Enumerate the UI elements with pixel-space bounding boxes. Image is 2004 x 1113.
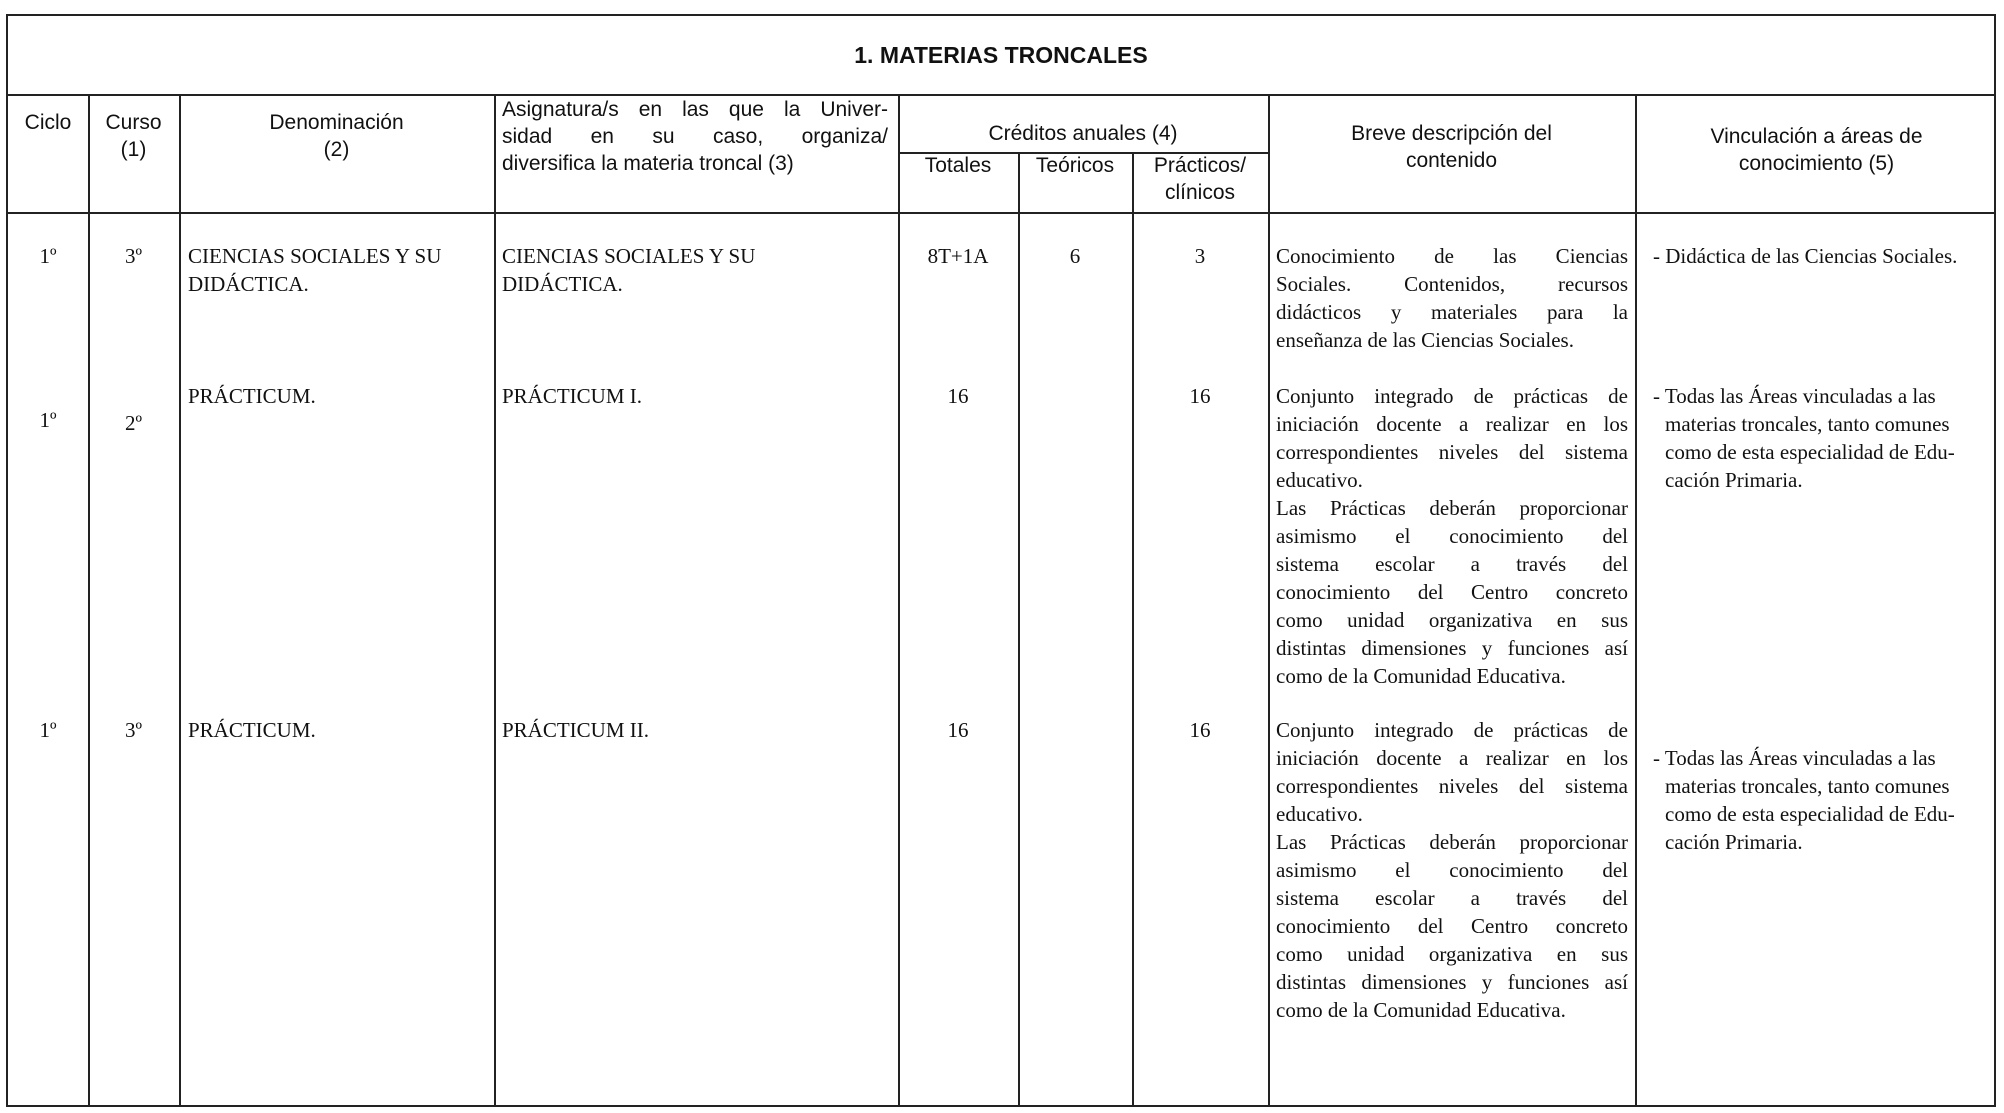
- row1-descripcion: Conocimiento de las Ciencias Sociales. Contenidos, recursos didácticos y materiales para la enseñanza de las Ciencias Sociales.: [1276, 244, 1628, 352]
- header-teoricos: Teóricos: [1035, 154, 1115, 177]
- header-denominacion: Denominación (2): [269, 111, 404, 161]
- row3-denominacion: PRÁCTICUM.: [188, 718, 316, 742]
- row1-denominacion: CIENCIAS SOCIALES Y SU DIDÁCTICA.: [188, 244, 442, 296]
- row1-vinculacion: - Didáctica de las Ciencias Sociales.: [1653, 244, 1958, 268]
- column-divider: [1132, 152, 1134, 1105]
- row2-descripcion: Conjunto integrado de prácticas de iniciación docente a realizar en los correspondientes niveles del sistema educativo. Las Prácticas deberán proporcionar asimismo el conocimiento del sistema escolar a través del conocimiento del Centro concreto como unidad organizativa en sus distintas dimensiones y funciones así como de la Comunidad Educativa.: [1276, 384, 1628, 688]
- table-frame: [6, 14, 1996, 1107]
- row1-practicos: 3: [1194, 244, 1206, 268]
- row3-ciclo: 1º: [39, 718, 57, 742]
- column-divider: [494, 96, 496, 1105]
- header-ciclo: Ciclo: [24, 111, 72, 134]
- header-practicos: Prácticos/ clínicos: [1153, 154, 1247, 204]
- header-totales: Totales: [924, 154, 992, 177]
- column-divider: [1268, 96, 1270, 1105]
- row3-curso: 3º: [124, 718, 142, 742]
- row3-vinculacion: - Todas las Áreas vinculadas a las materias troncales, tanto comunes como de esta especialidad de Edu- cación Primaria.: [1653, 746, 1955, 854]
- column-divider: [179, 96, 181, 1105]
- column-divider: [1635, 96, 1637, 1105]
- row1-curso: 3º: [124, 244, 142, 268]
- row3-totales: 16: [947, 718, 969, 742]
- row1-ciclo: 1º: [39, 244, 57, 268]
- header-asignatura: Asignatura/s en las que la Univer- sidad en su caso, organiza/ diversifica la materia troncal (3): [502, 98, 888, 175]
- row3-asignatura: PRÁCTICUM II.: [502, 718, 650, 742]
- column-divider: [1018, 152, 1020, 1105]
- row2-ciclo: 1º: [39, 408, 57, 432]
- row2-asignatura: PRÁCTICUM I.: [502, 384, 643, 408]
- header-vinculacion: Vinculación a áreas de conocimiento (5): [1710, 125, 1923, 175]
- row1-totales: 8T+1A: [927, 244, 989, 268]
- table-title: 1. MATERIAS TRONCALES: [8, 16, 1994, 96]
- row2-practicos: 16: [1189, 384, 1211, 408]
- row2-denominacion: PRÁCTICUM.: [188, 384, 316, 408]
- row1-asignatura: CIENCIAS SOCIALES Y SU DIDÁCTICA.: [502, 244, 756, 296]
- header-creditos: Créditos anuales (4): [988, 122, 1178, 145]
- row1-teoricos: 6: [1069, 244, 1081, 268]
- row2-totales: 16: [947, 384, 969, 408]
- row2-vinculacion: - Todas las Áreas vinculadas a las materias troncales, tanto comunes como de esta especialidad de Edu- cación Primaria.: [1653, 384, 1955, 492]
- header-curso: Curso (1): [105, 111, 162, 161]
- row3-descripcion: Conjunto integrado de prácticas de iniciación docente a realizar en los correspondientes niveles del sistema educativo. Las Prácticas deberán proporcionar asimismo el conocimiento del sistema escolar a través del conocimiento del Centro concreto como unidad organizativa en sus distintas dimensiones y funciones así como de la Comunidad Educativa.: [1276, 718, 1628, 1022]
- row3-practicos: 16: [1189, 718, 1211, 742]
- header-descripcion: Breve descripción del contenido: [1351, 122, 1552, 172]
- row2-curso: 2º: [124, 411, 142, 435]
